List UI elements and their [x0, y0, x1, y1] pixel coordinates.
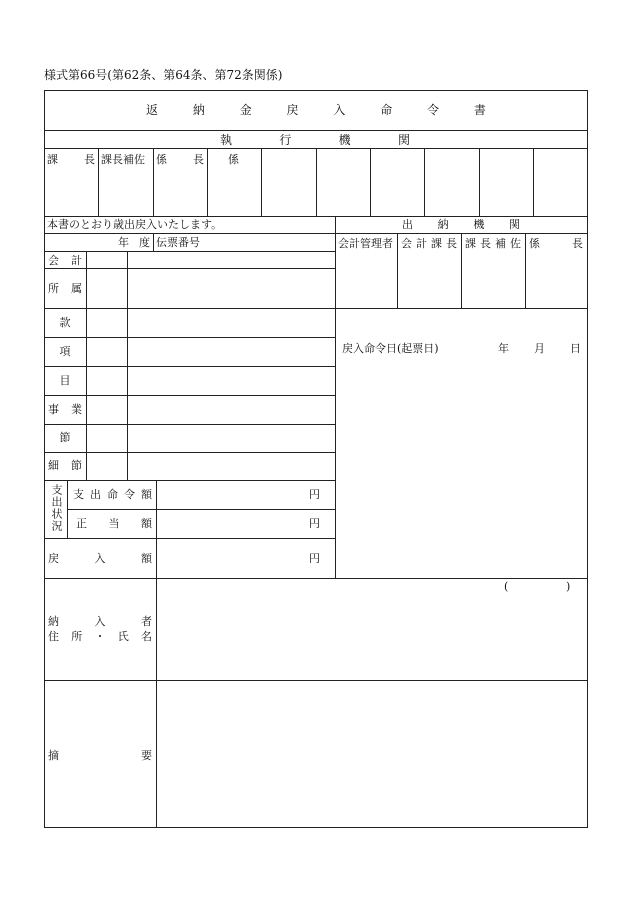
- payer-paren-open: (: [504, 580, 509, 593]
- role-treasury-subchief: 係 長: [529, 237, 583, 250]
- payer-paren-close: ): [566, 580, 571, 593]
- summary-label: 摘 要: [48, 749, 152, 762]
- row-department: 所 属: [48, 282, 82, 295]
- row-kou: 項: [59, 345, 71, 358]
- row-moku: 目: [59, 374, 71, 387]
- year-label: 年 度: [118, 236, 150, 249]
- order-amount-yen: 円: [309, 488, 320, 501]
- order-date-month: 月: [534, 342, 545, 355]
- row-saisetsu: 細 節: [48, 459, 82, 472]
- role-deputy-chief: 課長補佐: [101, 153, 145, 166]
- form-number: 様式第66号(第62条、第64条、第72条関係): [44, 68, 283, 82]
- order-date-day: 日: [570, 342, 581, 355]
- role-treasury-deputy: 課 長 補 佐: [465, 237, 521, 250]
- treasury-heading: 出 納 機 関: [402, 218, 520, 231]
- refund-amount-yen: 円: [309, 552, 320, 565]
- row-kan: 款: [59, 316, 71, 329]
- voucher-label: 伝票番号: [156, 236, 200, 249]
- proper-amount-label: 正 当 額: [76, 517, 152, 530]
- row-accounting: 会 計: [48, 254, 82, 267]
- payer-address-name-label: 住 所 ・ 氏 名: [48, 630, 152, 643]
- payer-label: 納 入 者: [48, 615, 152, 628]
- role-accounting-chief: 会 計 課 長: [401, 237, 457, 250]
- proper-amount-yen: 円: [309, 517, 320, 530]
- expenditure-status-label: 支出状況: [50, 484, 63, 532]
- order-date-year: 年: [498, 342, 509, 355]
- executing-agency-heading: 執 行 機 関: [220, 133, 410, 147]
- row-project: 事 業: [48, 403, 82, 416]
- role-staff: 係: [228, 153, 239, 166]
- statement-text: 本書のとおり歳出戻入いたします。: [47, 218, 223, 231]
- form-title: 返 納 金 戻 入 命 令 書: [146, 103, 486, 117]
- role-subsection-chief: 係 長: [156, 153, 204, 166]
- order-date-label: 戻入命令日(起票日): [342, 342, 439, 355]
- refund-amount-label: 戻 入 額: [48, 552, 152, 565]
- row-setsu: 節: [59, 431, 71, 444]
- order-amount-label: 支 出 命 令 額: [73, 488, 152, 501]
- role-section-chief: 課 長: [47, 153, 95, 166]
- role-accountant: 会計管理者: [338, 237, 393, 250]
